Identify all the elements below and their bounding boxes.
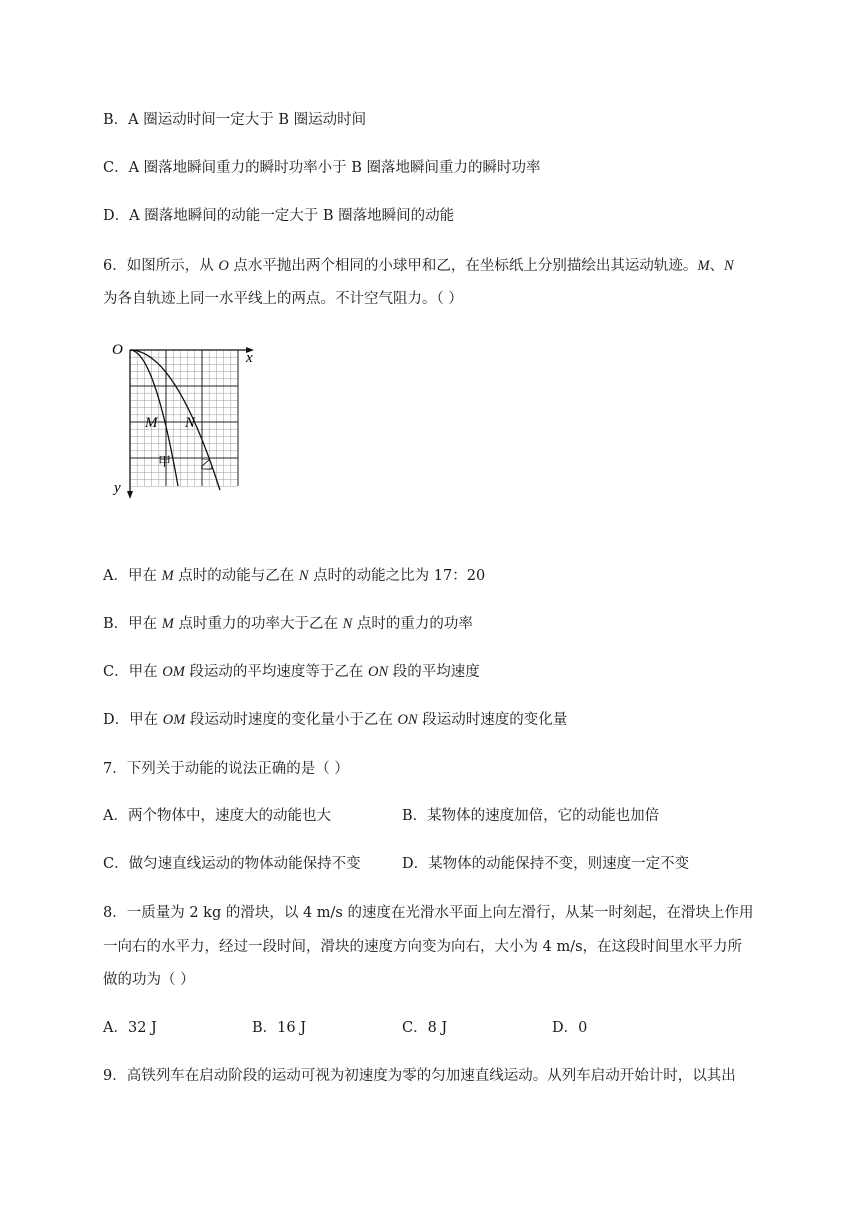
q6-trajectory-figure (108, 338, 268, 508)
q6-option-d: D．甲在 OM 段运动时速度的变化量小于乙在 ON 段运动时速度的变化量 (103, 712, 568, 728)
q7-option-a: A．两个物体中，速度大的动能也大 (103, 808, 331, 824)
point-n-label: N (185, 415, 196, 431)
q6-option-b: B．甲在 M 点时重力的功率大于乙在 N 点时的重力的功率 (103, 616, 473, 632)
q8-option-a: A．32 J (103, 1020, 157, 1036)
q8-stem-line2: 一向右的水平力，经过一段时间，滑块的速度方向变为向右，大小为 4 m/s，在这段时间里水平力所 (103, 939, 743, 955)
q8-option-d: D．0 (552, 1020, 588, 1036)
q5-option-d: D．A 圈落地瞬间的动能一定大于 B 圈落地瞬间的动能 (103, 208, 455, 224)
y-axis-arrow (127, 491, 133, 499)
q8-option-b: B．16 J (252, 1020, 307, 1036)
q5-option-b: B．A 圈运动时间一定大于 B 圈运动时间 (103, 112, 367, 128)
q8-stem-line3: 做的功为（ ） (103, 972, 195, 988)
point-m-label: M (145, 415, 158, 431)
trajectory-graph (108, 338, 268, 508)
y-axis-label: y (114, 480, 121, 496)
q8-stem-line1: 8．一质量为 2 kg 的滑块，以 4 m/s 的速度在光滑水平面上向左滑行，从某一时刻起，在滑块上作用 (103, 905, 754, 921)
x-axis-label: x (246, 350, 253, 366)
q7-option-b: B．某物体的速度加倍，它的动能也加倍 (402, 808, 660, 824)
q7-stem: 7．下列关于动能的说法正确的是（ ） (103, 761, 349, 777)
q9-stem-line1: 9．高铁列车在启动阶段的运动可视为初速度为零的匀加速直线运动。从列车启动开始计时，以其出 (103, 1068, 736, 1084)
curve-yi-label: 乙 (200, 458, 214, 473)
curve-jia-label: 甲 (158, 455, 172, 470)
q7-option-d: D．某物体的动能保持不变，则速度一定不变 (402, 856, 690, 872)
q6-option-a: A．甲在 M 点时的动能与乙在 N 点时的动能之比为 17：20 (103, 568, 486, 584)
q8-option-c: C．8 J (402, 1020, 448, 1036)
q7-option-c: C．做匀速直线运动的物体动能保持不变 (103, 856, 361, 872)
q6-stem-line2: 为各自轨迹上同一水平线上的两点。不计空气阻力。（ ） (103, 291, 463, 307)
q6-stem-line1: 6．如图所示，从 O 点水平抛出两个相同的小球甲和乙，在坐标纸上分别描绘出其运动轨迹。M、N (103, 258, 734, 274)
origin-label: O (112, 342, 123, 358)
q6-option-c: C．甲在 OM 段运动的平均速度等于乙在 ON 段的平均速度 (103, 664, 480, 680)
q5-option-c: C．A 圈落地瞬间重力的瞬时功率小于 B 圈落地瞬间重力的瞬时功率 (103, 160, 541, 176)
